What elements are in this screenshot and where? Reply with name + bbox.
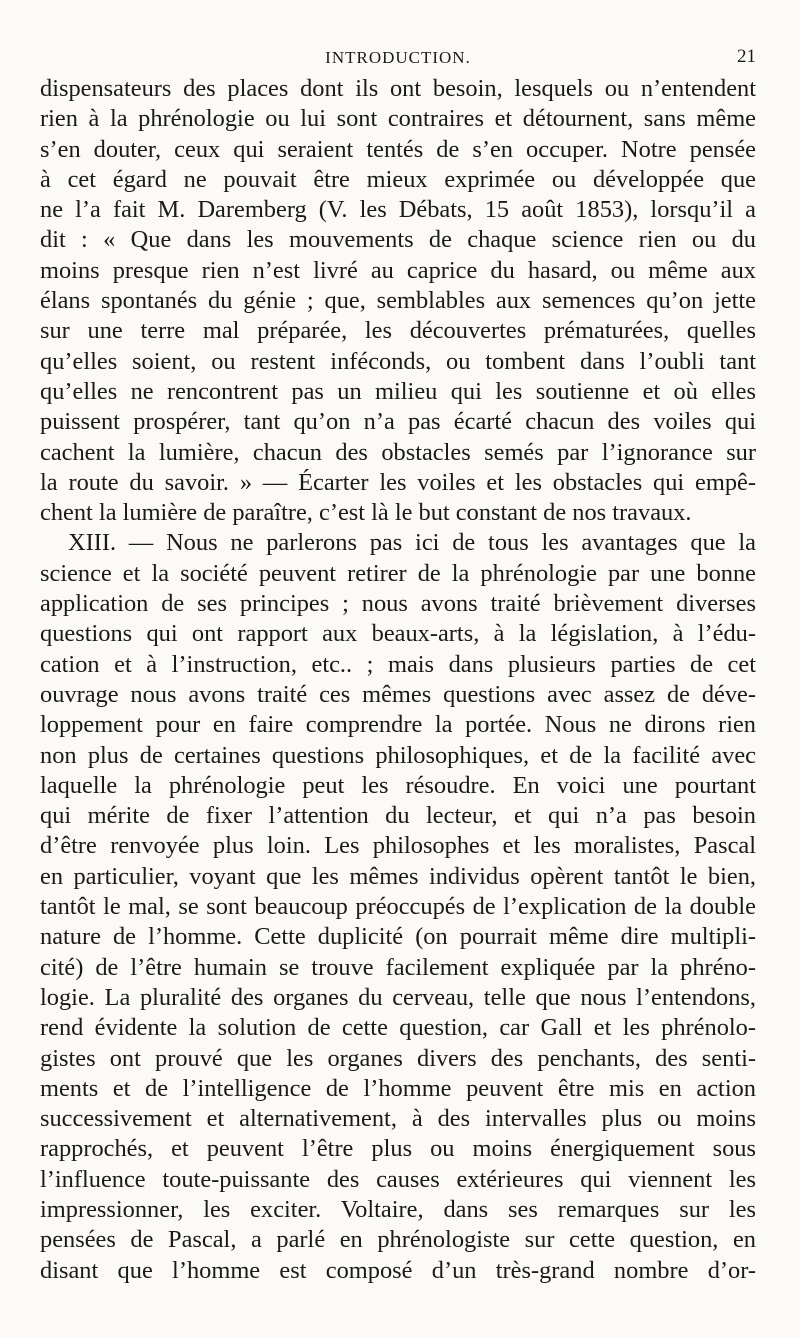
- text-line: ouvrage nous avons traité ces mêmes questions avec assez de déve-: [40, 680, 756, 708]
- text-line: XIII. — Nous ne parlerons pas ici de tous les avantages que la: [68, 529, 756, 557]
- body-text: [40, 74, 756, 1286]
- paragraph-1: [40, 74, 756, 528]
- text-line: ne l’a fait M. Daremberg (V. les Débats, 15 août 1853), lorsqu’il a: [40, 196, 756, 224]
- text-line: cité) de l’être humain se trouve facilement expliquée par la phréno-: [40, 953, 756, 981]
- paragraph-2: [40, 528, 756, 1285]
- text-line: nature de l’homme. Cette duplicité (on pourrait même dire multipli-: [40, 923, 756, 951]
- text-line: ments et de l’intelligence de l’homme peuvent être mis en action: [40, 1074, 756, 1102]
- text-line: impressionner, les exciter. Voltaire, dans ses remarques sur les: [40, 1195, 756, 1223]
- text-line: rien à la phrénologie ou lui sont contraires et détournent, sans même: [40, 105, 756, 133]
- text-line: dit : « Que dans les mouvements de chaque science rien ou du: [40, 226, 756, 254]
- text-line: en particulier, voyant que les mêmes individus opèrent tantôt le bien,: [40, 862, 756, 890]
- text-line: sur une terre mal préparée, les découvertes prématurées, quelles: [40, 317, 756, 345]
- running-head: [40, 40, 756, 74]
- text-line: moins presque rien n’est livré au caprice du hasard, ou même aux: [40, 256, 756, 284]
- text-line: rapprochés, et peuvent l’être plus ou moins énergiquement sous: [40, 1135, 756, 1163]
- text-line: d’être renvoyée plus loin. Les philosophes et les moralistes, Pascal: [40, 832, 756, 860]
- text-line: cachent la lumière, chacun des obstacles semés par l’ignorance sur: [40, 438, 756, 466]
- text-line: élans spontanés du génie ; que, semblables aux semences qu’on jette: [40, 287, 756, 315]
- text-line: la route du savoir. » — Écarter les voiles et les obstacles qui empê-: [40, 468, 756, 496]
- text-line: tantôt le mal, se sont beaucoup préoccupés de l’explication de la double: [40, 893, 756, 921]
- text-line: questions qui ont rapport aux beaux-arts, à la législation, à l’édu-: [40, 620, 756, 648]
- text-line: l’influence toute-puissante des causes extérieures qui viennent les: [40, 1165, 756, 1193]
- text-line: gistes ont prouvé que les organes divers des penchants, des senti-: [40, 1044, 756, 1072]
- text-line: à cet égard ne pouvait être mieux exprimée ou développée que: [40, 165, 756, 193]
- text-line: successivement et alternativement, à des intervalles plus ou moins: [40, 1105, 756, 1133]
- text-line: science et la société peuvent retirer de la phrénologie par une bonne: [40, 559, 756, 587]
- text-line: disant que l’homme est composé d’un très-grand nombre d’or-: [40, 1256, 756, 1284]
- running-title: INTRODUCTION.: [325, 48, 471, 67]
- text-line: logie. La pluralité des organes du cerveau, telle que nous l’entendons,: [40, 983, 756, 1011]
- text-line: laquelle la phrénologie peut les résoudre. En voici une pourtant: [40, 771, 756, 799]
- text-line: puissent prospérer, tant qu’on n’a pas écarté chacun des voiles qui: [40, 408, 756, 436]
- text-line: rend évidente la solution de cette question, car Gall et les phrénolo-: [40, 1014, 756, 1042]
- page-number: 21: [737, 46, 756, 67]
- text-line: application de ses principes ; nous avons traité brièvement diverses: [40, 590, 756, 618]
- text-line: pensées de Pascal, a parlé en phrénologiste sur cette question, en: [40, 1226, 756, 1254]
- text-line: chent la lumière de paraître, c’est là le but constant de nos travaux.: [40, 499, 692, 527]
- text-line: qu’elles ne rencontrent pas un milieu qui les soutienne et où elles: [40, 377, 756, 405]
- text-line: qui mérite de fixer l’attention du lecteur, et qui n’a pas besoin: [40, 802, 756, 830]
- text-line: qu’elles soient, ou restent inféconds, ou tombent dans l’oubli tant: [40, 347, 756, 375]
- text-line: cation et à l’instruction, etc.. ; mais dans plusieurs parties de cet: [40, 650, 756, 678]
- text-line: dispensateurs des places dont ils ont besoin, lesquels ou n’entendent: [40, 75, 756, 102]
- text-line: loppement pour en faire comprendre la portée. Nous ne dirons rien: [40, 711, 756, 739]
- text-line: s’en douter, ceux qui seraient tentés de s’en occuper. Notre pensée: [40, 135, 756, 163]
- text-line: non plus de certaines questions philosophiques, et de la facilité avec: [40, 741, 756, 769]
